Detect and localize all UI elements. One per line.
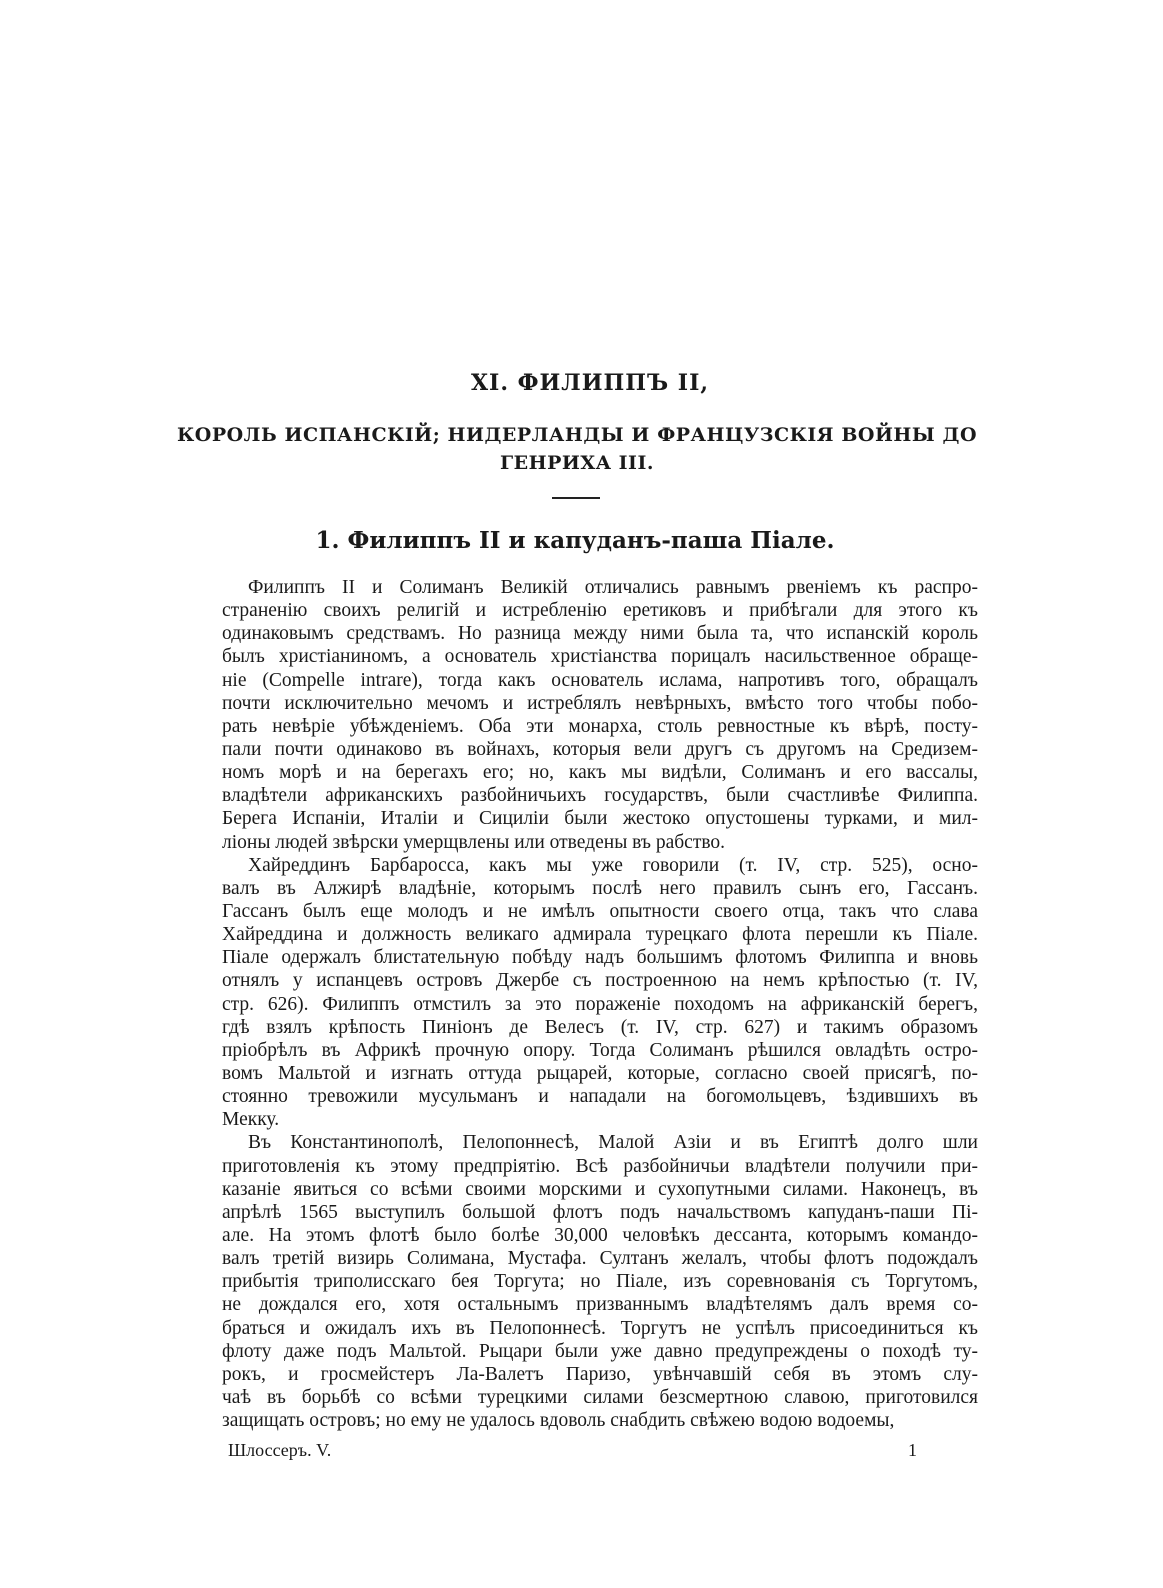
chapter-title: XI. ФИЛИППЪ II, [470, 370, 710, 396]
text-line: рокъ, и гросмейстеръ Ла-Валетъ Паризо, увѣнчавшій себя въ этомъ слу- [222, 1363, 978, 1385]
text-line: Гассанъ былъ еще молодъ и не имѣлъ опытности своего отца, такъ что слава [222, 900, 978, 922]
text-line: приготовленія къ этому предпріятію. Всѣ разбойничьи владѣтели получили при- [222, 1155, 978, 1177]
text-line: владѣтели африканскихъ разбойничьихъ государствъ, были счастливѣе Филиппа. [222, 785, 978, 807]
text-line: пали почти одинаково въ войнахъ, которыя вели другъ съ другомъ на Средизем- [222, 738, 978, 760]
paragraph [222, 576, 978, 854]
text-line: ліоны людей звѣрски умерщвлены или отведены въ рабство. [222, 831, 726, 853]
text-line: ніе (Compelle intrare), тогда какъ основатель ислама, напротивъ того, обращалъ [222, 669, 978, 691]
text-line: Хайреддина и должность великаго адмирала турецкаго флота перешли къ Піале. [222, 924, 978, 946]
text-line: страненію своихъ религій и истребленію еретиковъ и прибѣгали для этого къ [222, 600, 978, 622]
text-line: Берега Испаніи, Италіи и Сициліи были жестоко опустошены турками, и мил- [222, 808, 978, 830]
text-line: не дождался его, хотя остальнымъ призваннымъ владѣтелямъ далъ время со- [222, 1294, 978, 1316]
text-line: номъ морѣ и на берегахъ его; но, какъ мы видѣли, Солиманъ и его вассалы, [222, 762, 978, 784]
text-line: стр. 626). Филиппъ отмстилъ за это пораженіе походомъ на африканскій берегъ, [222, 993, 978, 1015]
text-line: отнялъ у испанцевъ островъ Джербе съ построенною на немъ крѣпостью (т. IV, [222, 970, 978, 992]
text-line: Филиппъ II и Солиманъ Великій отличались равнымъ рвеніемъ къ распро- [248, 577, 978, 598]
text-line: Въ Константинополѣ, Пелопоннесѣ, Малой Азіи и въ Египтѣ долго шли [248, 1132, 978, 1154]
body-text [222, 576, 978, 1432]
divider-rule [552, 497, 600, 499]
text-line: флоту даже подъ Мальтой. Рыцари были уже давно предупреждены о походѣ ту- [222, 1340, 978, 1362]
text-line: Піале одержалъ блистательную побѣду надъ большимъ флотомъ Филиппа и вновь [222, 947, 978, 969]
footer-signature: Шлоссеръ. V. [228, 1440, 332, 1460]
text-line: былъ христіаниномъ, а основатель христіанства порицалъ насильственное обраще- [222, 646, 978, 668]
text-line: казаніе явиться со всѣми своими морскими и сухопутными силами. Наконецъ, въ [222, 1178, 978, 1200]
text-line: защищать островъ; но ему не удалось вдоволь снабдить свѣжею водою водоемы, [222, 1410, 895, 1432]
text-line: чаѣ въ борьбѣ со всѣми турецкими силами безсмертною славою, приготовился [222, 1386, 978, 1408]
text-line: почти исключительно мечомъ и истреблялъ невѣрныхъ, вмѣсто того чтобы побо- [222, 692, 978, 714]
text-line: браться и ожидалъ ихъ въ Пелопоннесѣ. Торгутъ не успѣлъ присоединиться къ [222, 1317, 978, 1339]
page-number: 1 [908, 1440, 917, 1460]
paragraph [222, 1131, 978, 1432]
paragraph [222, 854, 978, 1132]
section-title: 1. Филиппъ II и капуданъ-паша Піале. [315, 527, 835, 554]
text-line: апрѣлѣ 1565 выступилъ большой флотъ подъ начальствомъ капуданъ-паши Пі- [222, 1201, 978, 1223]
text-line: гдѣ взялъ крѣпость Пиніонъ де Велесъ (т. IV, стр. 627) и такимъ образомъ [222, 1016, 978, 1038]
text-line: стоянно тревожили мусульманъ и нападали на богомольцевъ, ѣздившихъ въ [222, 1086, 978, 1108]
text-line: одинаковымъ средствамъ. Но разница между ними была та, что испанскій король [222, 623, 978, 645]
chapter-subtitle-line-1: КОРОЛЬ ИСПАНСКІЙ; НИДЕРЛАНДЫ И ФРАНЦУЗСКІЯ ВОЙНЫ ДО [177, 424, 977, 446]
text-line: Хайреддинъ Барбаросса, какъ мы уже говорили (т. IV, стр. 525), осно- [248, 854, 978, 876]
text-line: пріобрѣлъ въ Африкѣ прочную опору. Тогда Солиманъ рѣшился овладѣть остро- [222, 1039, 978, 1061]
text-line: прибытія триполисскаго бея Торгута; но Піале, изъ соревнованія съ Торгутомъ, [222, 1271, 978, 1293]
text-line: рать невѣріе убѣжденіемъ. Оба эти монарха, столь ревностные къ вѣрѣ, посту- [222, 715, 978, 737]
text-line: але. На этомъ флотѣ было болѣе 30,000 человѣкъ дессанта, которымъ командо- [222, 1224, 978, 1246]
text-line: валъ въ Алжирѣ владѣніе, которымъ послѣ него правилъ сынъ его, Гассанъ. [222, 877, 978, 899]
text-line: вомъ Мальтой и изгнать оттуда рыцарей, которые, согласно своей присягѣ, по- [222, 1062, 978, 1084]
text-line: валъ третій визирь Солимана, Мустафа. Султанъ желалъ, чтобы флотъ подождалъ [222, 1248, 978, 1270]
text-line: Мекку. [222, 1109, 280, 1131]
chapter-subtitle-line-2: ГЕНРИХА III. [500, 452, 654, 474]
